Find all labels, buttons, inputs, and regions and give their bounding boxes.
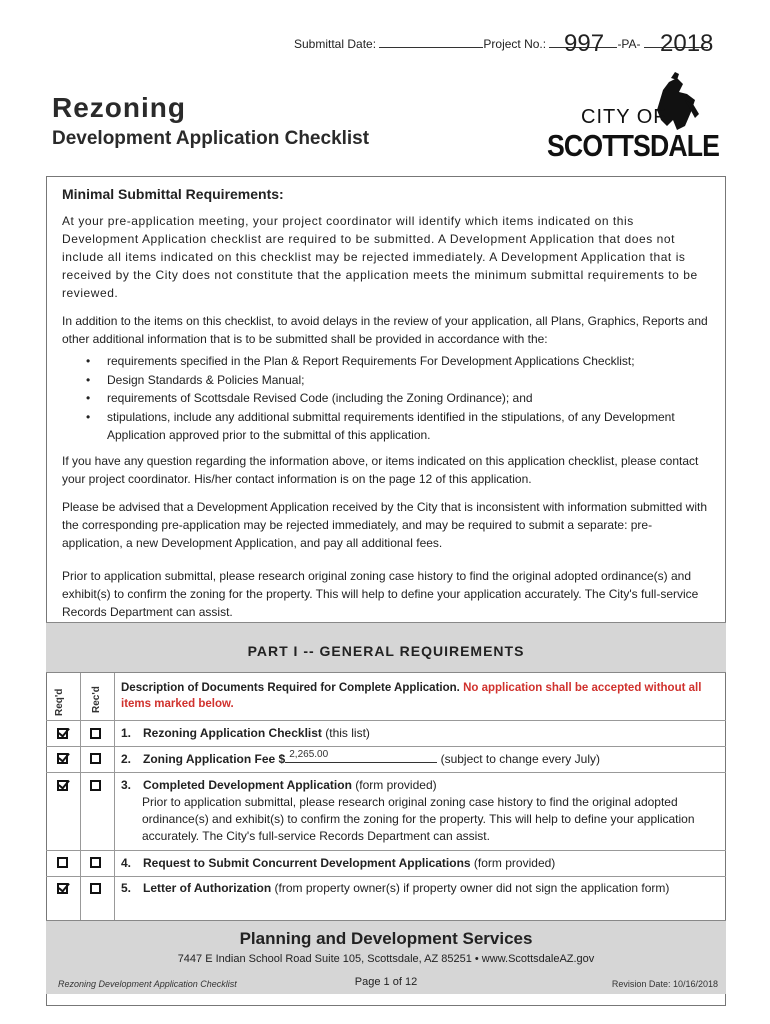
page-title: Rezoning xyxy=(52,92,186,123)
recd-column-header: Rec'd xyxy=(91,686,102,713)
addition-paragraph: In addition to the items on this checklist, to avoid delays in the review of your application, all Plans, Graphics, Reports and other additional information that is to be submitted shall be provided in accordance with the: xyxy=(62,314,708,346)
minimal-requirements-heading: Minimal Submittal Requirements: xyxy=(62,186,284,202)
item3-reqd-checkbox[interactable] xyxy=(57,780,68,791)
list-item: • stipulations, include any additional submittal requirements identified in the stipulations, of any Development Application approved prior to the submittal of this application. xyxy=(62,408,710,445)
list-item: • requirements specified in the Plan & Report Requirements For Development Applications Checklist; xyxy=(62,352,710,371)
item5-recd-checkbox[interactable] xyxy=(90,883,101,894)
submittal-date-label: Submittal Date: xyxy=(294,37,377,51)
item3-recd-checkbox[interactable] xyxy=(90,780,101,791)
row-divider xyxy=(46,746,726,747)
item-title: Letter of Authorization xyxy=(143,881,272,895)
fee-amount-value: 2,265.00 xyxy=(289,749,329,760)
project-year-value: 2018 xyxy=(660,30,714,57)
item-number: 2. xyxy=(121,752,132,766)
item-title: Zoning Application Fee $ xyxy=(143,752,286,766)
column-divider xyxy=(114,673,115,920)
project-number-label: Project No.: xyxy=(483,37,547,51)
description-warning: No application shall be accepted without all items marked below. xyxy=(121,682,702,710)
description-header xyxy=(121,680,721,712)
item1-recd-checkbox[interactable] xyxy=(90,728,101,739)
revision-date: Revision Date: 10/16/2018 xyxy=(611,979,718,989)
part-one-band xyxy=(46,622,726,673)
item4-recd-checkbox[interactable] xyxy=(90,857,101,868)
reqd-column-header: Req'd xyxy=(54,688,65,716)
logo-scottsdale: SCOTTSDALE xyxy=(547,128,720,163)
table-row xyxy=(121,880,721,897)
table-row xyxy=(121,751,721,768)
item-title: Request to Submit Concurrent Development Applications xyxy=(143,856,471,870)
item-number: 1. xyxy=(121,726,132,740)
item5-reqd-checkbox[interactable] xyxy=(57,883,68,894)
description-header-text: Description of Documents Required for Complete Application. xyxy=(121,682,460,694)
prior-paragraph: Prior to application submittal, please research original zoning case history to find the original adopted ordinance(s) and exhibit(s) to confirm the zoning for the property. This will help to define your application accurately. The City's full-service Records Department can assist. xyxy=(62,569,699,619)
item-number: 3. xyxy=(121,778,132,792)
item2-reqd-checkbox[interactable] xyxy=(57,753,68,764)
row-divider xyxy=(46,850,726,851)
footer-document-name: Rezoning Development Application Checklist xyxy=(58,979,237,989)
row-divider xyxy=(46,772,726,773)
item2-recd-checkbox[interactable] xyxy=(90,753,101,764)
column-divider xyxy=(80,673,81,920)
item4-reqd-checkbox[interactable] xyxy=(57,857,68,868)
item-details: Prior to application submittal, please research original zoning case history to find the original adopted ordinance(s) and exhibit(s) to confirm the zoning for the property. This will help to define your application accurately. The City's full-service Records Department can assist. xyxy=(142,795,695,843)
intro-paragraph: At your pre-application meeting, your project coordinator will identify which items indicated on this Development Application checklist are required to be submitted. A Development Application that does not include all items indicated on this checklist may be rejected immediately. A Development Application that is received by the City does not constitute that the application meets the minimum submittal requirements to be reviewed. xyxy=(62,214,698,300)
pa-label: -PA- xyxy=(617,37,641,51)
submittal-header xyxy=(294,36,708,51)
part-one-title: PART I -- GENERAL REQUIREMENTS xyxy=(247,643,525,659)
list-item: • requirements of Scottsdale Revised Code (including the Zoning Ordinance); and xyxy=(62,389,710,408)
item-number: 5. xyxy=(121,881,132,895)
question-paragraph: If you have any question regarding the information above, or items indicated on this application checklist, please contact your project coordinator. His/her contact information is on the page 12 of this application. xyxy=(62,454,699,486)
page-subtitle: Development Application Checklist xyxy=(52,128,370,149)
advised-paragraph: Please be advised that a Development Application received by the City that is inconsistent with information submitted with the corresponding pre-application may be rejected immediately, and may be required to submit a separate: pre-application, a new Development Application, and pay all additional fees. xyxy=(62,500,708,550)
city-of-scottsdale-logo xyxy=(545,70,720,165)
footer-address: 7447 E Indian School Road Suite 105, Scottsdale, AZ 85251 • www.ScottsdaleAZ.gov xyxy=(177,953,595,965)
item-note: (form provided) xyxy=(470,856,556,870)
row-divider xyxy=(46,720,726,721)
row-divider xyxy=(46,876,726,877)
footer xyxy=(46,920,726,994)
table-row xyxy=(121,725,721,742)
item-note: (this list) xyxy=(321,726,370,740)
item1-reqd-checkbox[interactable] xyxy=(57,728,68,739)
item-number: 4. xyxy=(121,856,132,870)
fee-amount-field[interactable] xyxy=(285,751,437,763)
item-note: (from property owner(s) if property owner did not sign the application form) xyxy=(271,881,670,895)
item-title: Completed Development Application xyxy=(143,778,352,792)
item-note: (subject to change every July) xyxy=(437,752,600,766)
page-number: Page 1 of 12 xyxy=(354,976,418,988)
table-row xyxy=(121,777,721,845)
table-row xyxy=(121,855,721,872)
submittal-date-field[interactable] xyxy=(379,36,483,48)
project-number-value: 997 xyxy=(564,30,605,57)
item-note: (form provided) xyxy=(351,778,437,792)
logo-city-of: CITY OF xyxy=(581,106,667,128)
requirements-list xyxy=(62,352,710,445)
item-title: Rezoning Application Checklist xyxy=(143,726,322,740)
list-item: • Design Standards & Policies Manual; xyxy=(62,371,710,390)
footer-title: Planning and Development Services xyxy=(239,929,533,948)
